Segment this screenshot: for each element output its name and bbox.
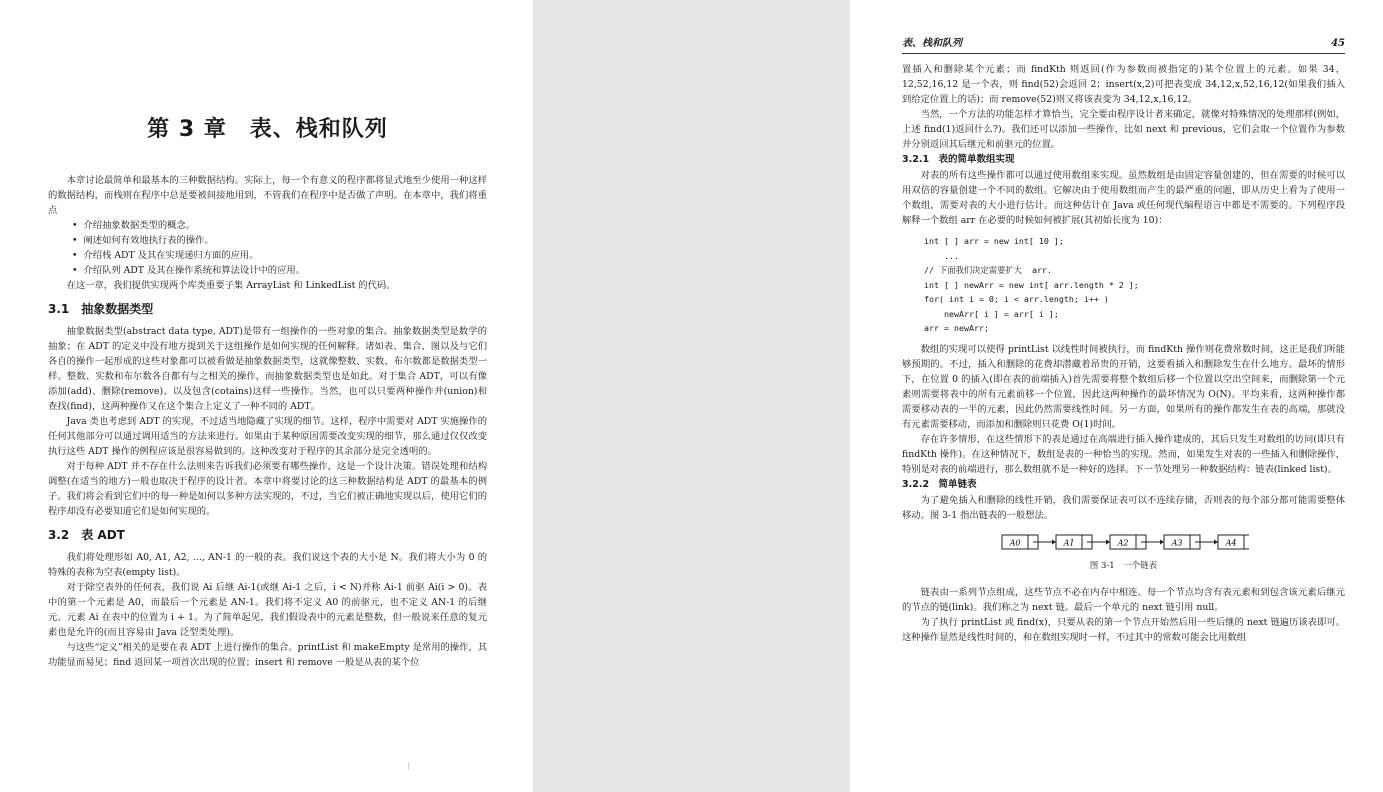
right-page — [850, 0, 1383, 792]
paragraph: 当然，一个方法的功能怎样才算恰当，完全要由程序设计者来确定，就像对特殊情况的处理那样(例如，上述 find(1)返回什么?)。我们还可以添加一些操作，比如 next 和 previous，它们会取一个位置作为参数并分别返回其后继元和前驱元的位置。 — [902, 109, 1345, 150]
subsection-heading-3-2-2: 3.2.2 简单链表 — [902, 478, 977, 490]
linked-list-figure — [902, 531, 1345, 553]
list-item: • 介绍栈 ADT 及其在实现递归方面的应用。 — [72, 248, 487, 263]
node-label: A4 — [1225, 538, 1236, 547]
paragraph: 对于每种 ADT 并不存在什么法则来告诉我们必须要有哪些操作，这是一个设计决策。错误处理和结构调整(在适当的地方)一般也取决于程序的设计者。本章中将要讨论的这三种数据结构是 ADT 的最基本的例子。我们将会看到它们中的每一种是如何以多种方法实现的，不过，当它们被正确地实现以后，使用它们的程序却没有必要知道它们是如何实现的。 — [48, 461, 487, 517]
chapter-title: 第 3 章 表、栈和队列 — [147, 117, 388, 142]
paragraph: 置插入和删除某个元素；而 findKth 则返回(作为参数而被指定的)某个位置上的元素。如果 34，12,52,16,12 是一个表，则 find(52)会返回 2；insert(x,2)可把表变成 34,12,x,52,16,12(如果我们插入到给定位置上的话)；而 remove(52)则又将该表变为 34,12,x,16,12。 — [902, 64, 1345, 105]
paragraph: 对表的所有这些操作都可以通过使用数组来实现。虽然数组是由固定容量创建的，但在需要的时候可以用双倍的容量创建一个不同的数组。它解决由于使用数组而产生的最严重的问题，即从历史上看为了使用一个数组，需要对表的大小进行估计。而这种估计在 Java 或任何现代编程语言中都是不需要的。下列程序段解释一个数组 arr 在必要的时候如何被扩展(其初始长度为 10)： — [902, 170, 1345, 226]
paragraph: 与这些“定义”相关的是要在表 ADT 上进行操作的集合。printList 和 makeEmpty 是常用的操作，其功能显而易见；find 返回某一项首次出现的位置；insert 和 remove 一般是从表的某个位 — [48, 642, 487, 668]
list-item: • 介绍队列 ADT 及其在操作系统和算法设计中的应用。 — [72, 263, 487, 278]
node-label: A2 — [1117, 538, 1128, 547]
subsection-heading-3-2-1: 3.2.1 表的简单数组实现 — [902, 154, 1015, 165]
section-heading-3-2: 3.2 表 ADT — [48, 528, 125, 542]
paragraph: 链表由一系列节点组成，这些节点不必在内存中相连。每一个节点均含有表元素和到包含该元素后继元的节点的链(link)。我们称之为 next 链。最后一个单元的 next 链引用 null。 — [902, 586, 1345, 613]
paragraph: 存在许多情形，在这些情形下的表是通过在高端进行插入操作建成的，其后只发生对数组的访问(即只有 findKth 操作)。在这种情况下，数组是表的一种恰当的实现。然而，如果发生对表的一些插入和删除操作，特别是对表的前端进行，那么数组就不是一种好的选择。下一节处理另一种数据结构：链表(linked list)。 — [902, 433, 1345, 475]
linked-list-diagram — [999, 531, 1249, 553]
page-number: 45 — [1331, 38, 1345, 49]
section-heading-3-1: 3.1 抽象数据类型 — [48, 302, 154, 316]
list-node — [1164, 535, 1200, 549]
list-node — [1218, 535, 1249, 549]
list-item: • 阐述如何有效地执行表的操作。 — [72, 233, 487, 248]
running-head — [902, 34, 1345, 54]
paragraph: 数组的实现可以使得 printList 以线性时间被执行，而 findKth 操作则花费常数时间，这正是我们所能够预期的。不过，插入和删除的花费却潜藏着昂贵的开销，这要看插入和删除发生在什么地方。最坏的情形下，在位置 0 的插入(即在表的前端插入)首先需要将整个数组后移一个位置以空出空间来，而删除第一个元素则需要将表中的所有元素前移一个位置，因此这两种操作的最坏情况为 O(N)。平均来看，这两种操作都需要移动表的一半的元素，因此仍然需要线性时间。另一方面，如果所有的操作都发生在表的高端，那就没有元素需要移动，而添加和删除则只花费 O(1)时间。 — [902, 343, 1345, 430]
code-block: int [ ] arr = new int[ 10 ]; ... // 下面我们决定需要扩大 arr. int [ ] newArr = new int[ arr.length * 2 ]; for( int i = 0; i < arr.length; i++ ) newArr[ i ] = arr[ i ]; arr = newArr; — [924, 236, 1139, 333]
figure-caption: 图 3-1 一个链表 — [1089, 560, 1158, 571]
node-label: A3 — [1171, 538, 1182, 547]
page-mark — [408, 762, 409, 770]
paragraph: Java 类也考虑到 ADT 的实现，不过适当地隐藏了实现的细节。这样，程序中需要对 ADT 实施操作的任何其他部分可以通过调用适当的方法来进行。如果由于某种原因需要改变实现的细节，那么通过仅仅改变执行这些 ADT 操作的例程应该是很容易做到的。这种改变对于程序的其余部分是完全透明的。 — [48, 416, 487, 457]
intro-end-paragraph: 在这一章，我们提供实现两个库类重要子集 ArrayList 和 LinkedList 的代码。 — [66, 280, 396, 291]
list-node — [1002, 535, 1038, 549]
paragraph: 我们将处理形如 A0, A1, A2, …, AN-1 的一般的表。我们说这个表的大小是 N。我们将大小为 0 的特殊的表称为空表(empty list)。 — [48, 552, 487, 578]
paragraph: 对于除空表外的任何表，我们说 Ai 后继 Ai-1(或继 Ai-1 之后，i < N)并称 Ai-1 前驱 Ai(i > 0)。表中的第一个元素是 A0，而最后一个元素是 AN-1。我们将不定义 A0 的前驱元，也不定义 AN-1 的后继元。元素 Ai 在表中的位置为 i + 1。为了简单起见，我们假设表中的元素是整数，但一般说来任意的复元素也是允许的(而且容易由 Java 泛型类处理)。 — [48, 582, 487, 638]
paragraph: 抽象数据类型(abstract data type, ADT)是带有一组操作的一些对象的集合。抽象数据类型是数学的抽象；在 ADT 的定义中没有地方提到关于这组操作是如何实现的任何解释。诸如表、集合、图以及与它们各自的操作一起形成的这些对象都可以被看做是抽象数据类型，这就像整数、实数、布尔数都是数据类型一样。整数、实数和布尔数各自都有与之相关的操作，而抽象数据类型也是如此。对于集合 ADT，可以有像添加(add)、删除(remove)、以及包含(cotains)这样一些操作。当然，也可以只要两种操作并(union)和查找(find)，这两种操作又在这个集合上定义了一种不同的 ADT。 — [48, 326, 487, 412]
intro-paragraph: 本章讨论最简单和最基本的三种数据结构。实际上，每一个有意义的程序都将显式地至少使用一种这样的数据结构，而栈则在程序中总是要被间接地用到，不管我们在程序中是否做了声明。在本章中，我们将重点 — [48, 175, 487, 216]
running-head-title: 表、栈和队列 — [902, 38, 962, 49]
left-page — [0, 0, 533, 792]
list-node — [1110, 535, 1146, 549]
node-label: A1 — [1063, 538, 1074, 547]
list-item: • 介绍抽象数据类型的概念。 — [72, 218, 487, 233]
list-node — [1056, 535, 1092, 549]
node-label: A0 — [1009, 538, 1020, 547]
chapter-goals-list — [48, 218, 487, 278]
paragraph: 为了执行 printList 或 find(x)，只要从表的第一个节点开始然后用一些后继的 next 链遍历该表即可。这种操作显然是线性时间的，和在数组实现时一样，不过其中的常数可能会比用数组 — [902, 616, 1345, 643]
paragraph: 为了避免插入和删除的线性开销，我们需要保证表可以不连续存储，否则表的每个部分都可能需要整体移动。图 3-1 指出链表的一般想法。 — [902, 494, 1345, 521]
